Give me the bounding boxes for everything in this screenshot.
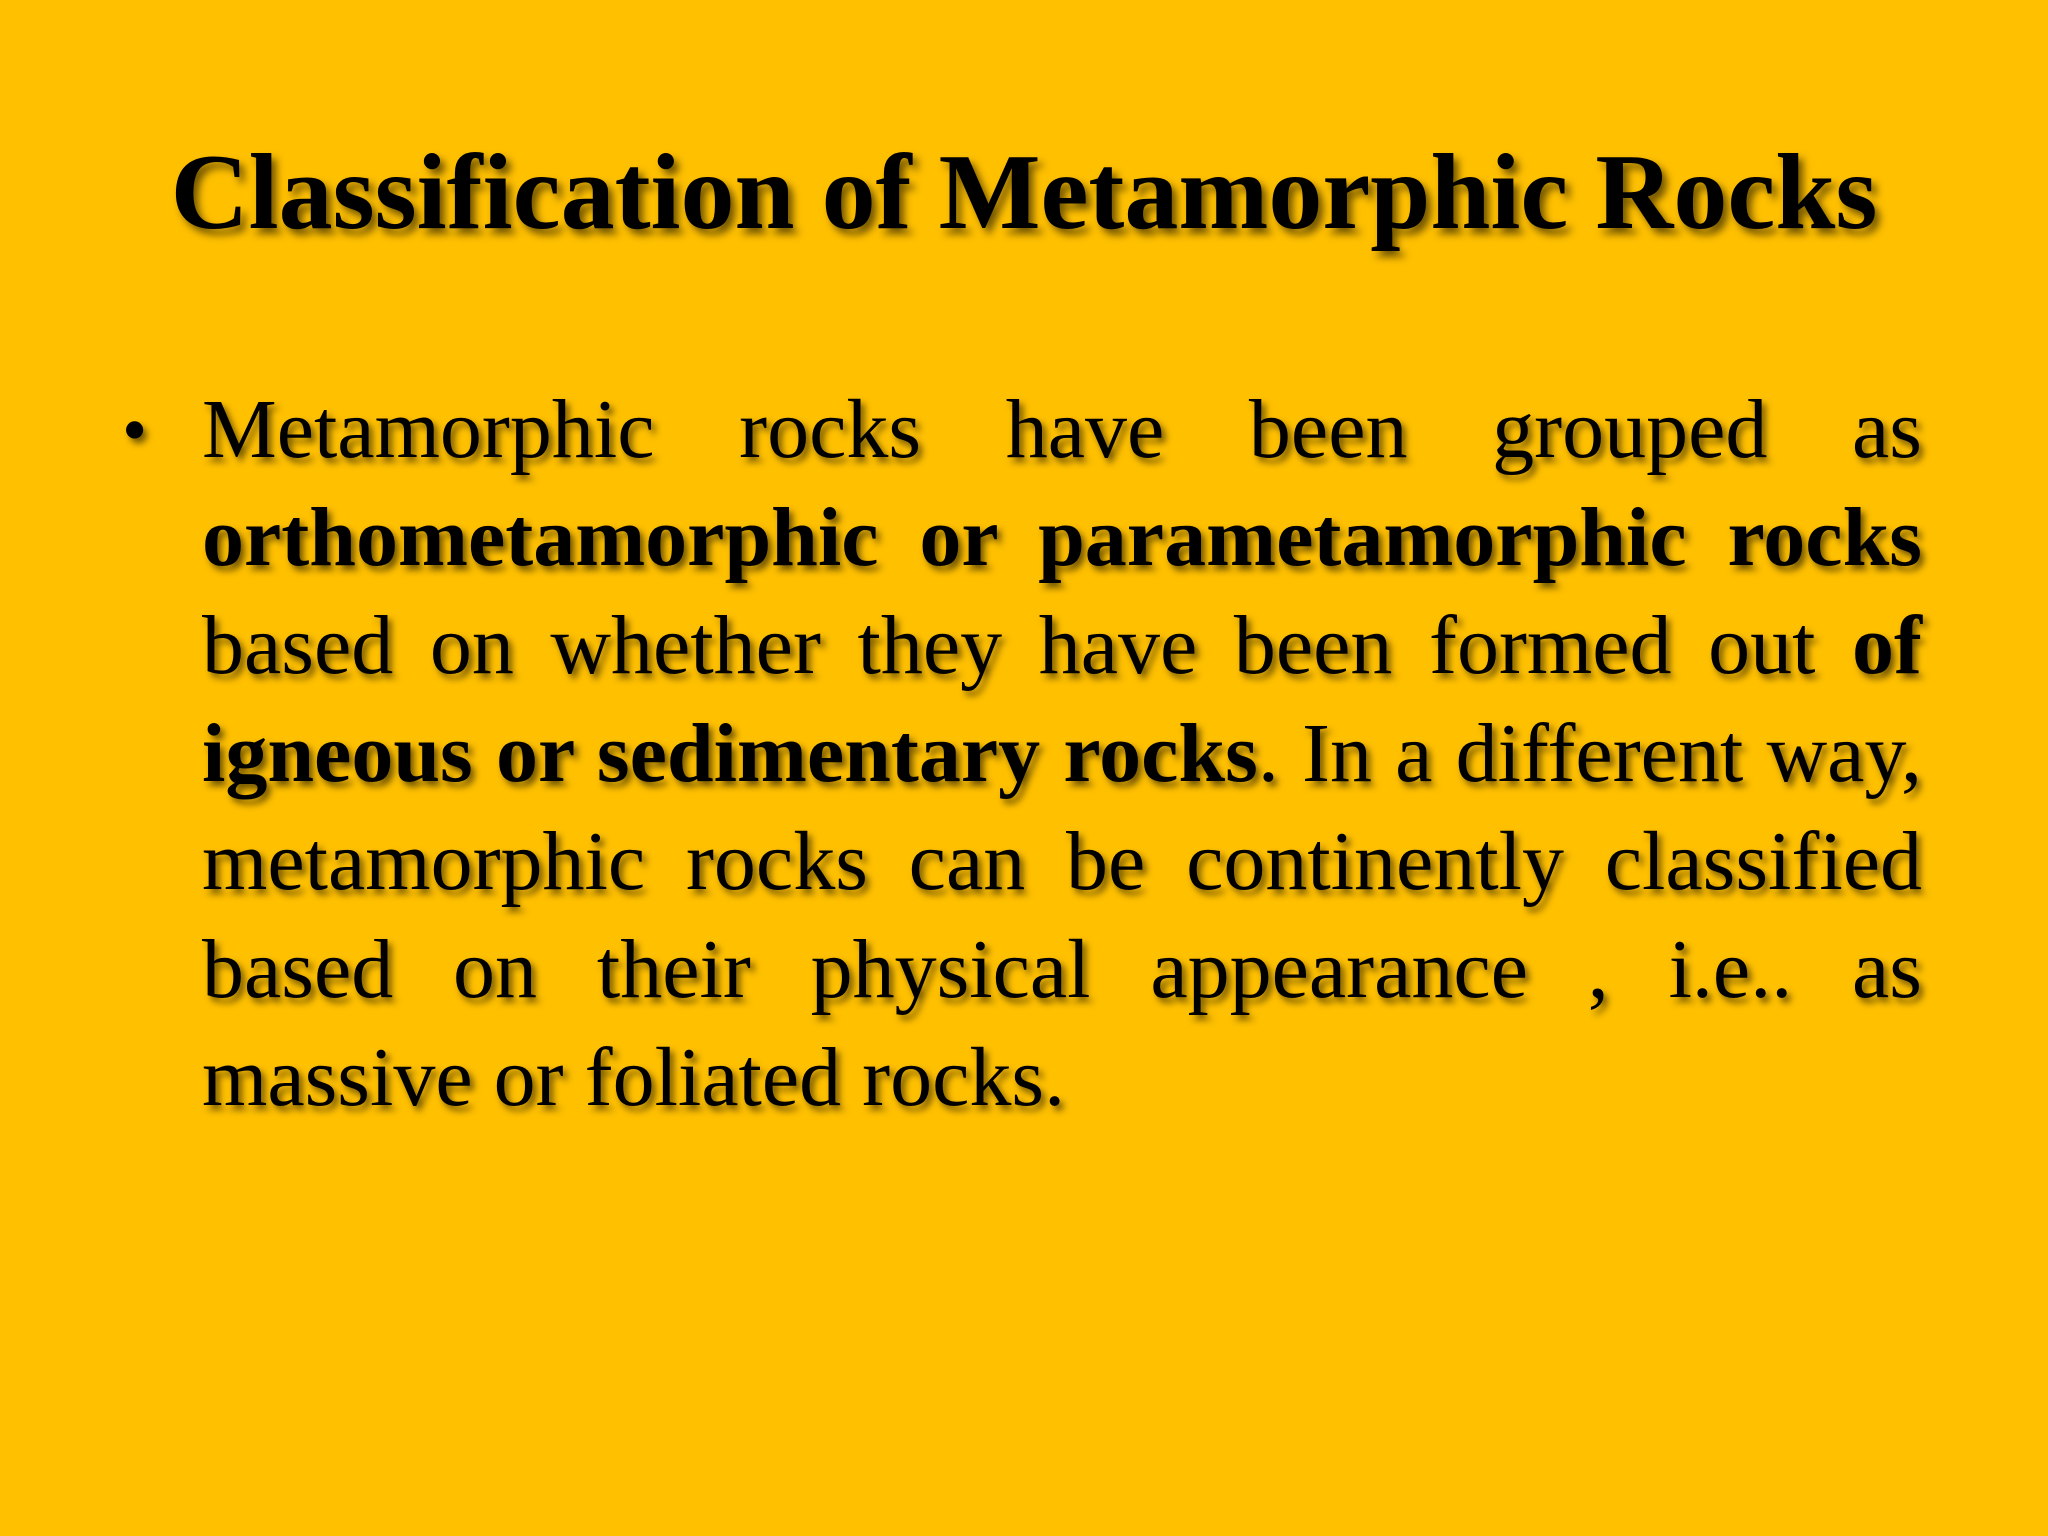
bold-text-run: of igneous or sedimentary rocks <box>202 599 1922 800</box>
bullet-item <box>122 376 1922 1132</box>
bullet-marker: • <box>122 390 148 470</box>
text-run: based on whether they have been formed out <box>202 599 1853 692</box>
bullet-text <box>202 376 1922 1132</box>
slide-title: Classification of Metamorphic Rocks <box>170 133 1878 252</box>
text-run: . In a different way, metamorphic rocks can be continently classified based on their physical appearance , i.e.. as massive or foliated rocks. <box>202 707 1922 1124</box>
bold-text-run: orthometamorphic or parametamorphic rocks <box>202 491 1922 584</box>
bullet-list <box>122 376 1922 1132</box>
text-run: Metamorphic rocks have been grouped as <box>202 383 1922 476</box>
